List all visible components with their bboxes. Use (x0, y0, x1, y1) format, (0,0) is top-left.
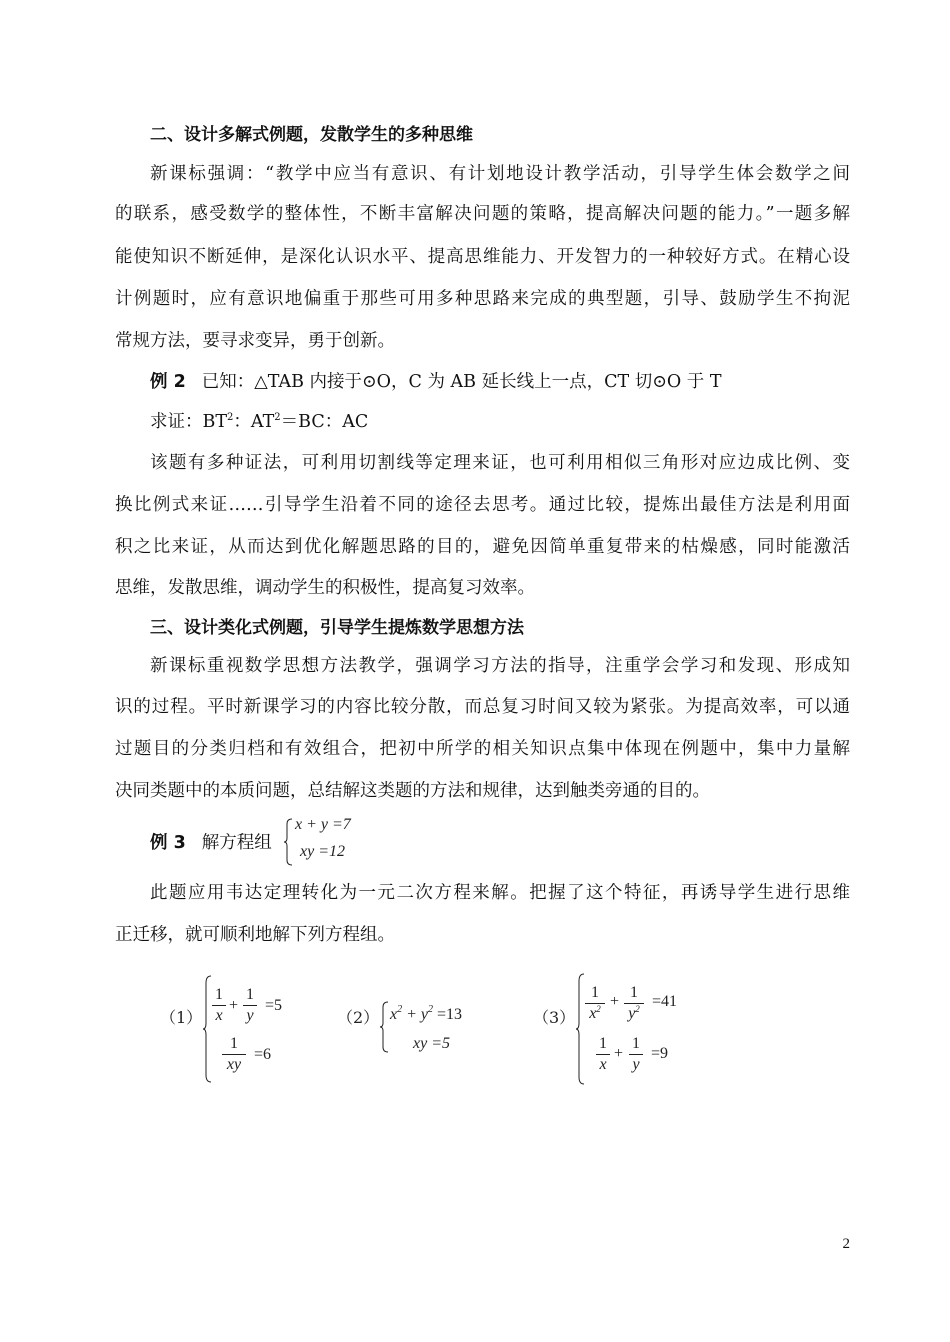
paragraph-line: 常规方法，要寻求变异，勇于创新。 (115, 331, 395, 351)
exponent: 2 (274, 412, 281, 423)
numerator: 1 (629, 1035, 643, 1055)
denominator: x (599, 1056, 607, 1073)
var: x (589, 1005, 597, 1022)
exponent: 2 (397, 1004, 403, 1015)
denominator: x (215, 1007, 223, 1024)
eq-term: x (390, 1006, 398, 1023)
page-number: 2 (842, 1236, 850, 1252)
paragraph-line: 该题有多种证法，可利用切割线等定理来证，也可利用相似三角形对应边成比例、变 (150, 453, 850, 473)
fraction (585, 984, 605, 1023)
paragraph-line: 换比例式来证……引导学生沿着不同的途径去思考。通过比较，提炼出最佳方法是利用面 (115, 495, 850, 515)
paragraph-line: 此题应用韦达定理转化为一元二次方程来解。把握了这个特征，再诱导学生进行思维 (150, 883, 850, 903)
denominator: y (246, 1007, 254, 1024)
eq-term: =13 (433, 1006, 463, 1023)
numerator: 1 (222, 1035, 246, 1055)
fraction (212, 986, 226, 1025)
paragraph-line: 能使知识不断延伸，是深化认识水平、提高思维能力、开发智力的一种较好方式。在精心设 (115, 247, 850, 267)
exponent: 2 (596, 1004, 601, 1014)
paragraph-line: 新课标强调：“教学中应当有意识、有计划地设计教学活动，引导学生体会数学之间 (150, 164, 850, 184)
denominator (624, 1004, 644, 1023)
exponent: 2 (227, 412, 234, 423)
section-heading-2: 二、设计多解式例题，发散学生的多种思维 (150, 125, 473, 145)
system-label: （3） (533, 1008, 576, 1027)
system-brace (380, 1001, 390, 1053)
numerator: 1 (585, 984, 605, 1004)
system-label: （2） (337, 1008, 380, 1027)
plus-sign: + (610, 993, 620, 1010)
paragraph-line: 计例题时，应有意识地偏重于那些可用多种思路来完成的典型题，引导、鼓励学生不拘泥 (115, 289, 850, 309)
rhs: =6 (254, 1046, 272, 1063)
paragraph-line: 新课标重视数学思想方法教学，强调学习方法的指导，注重学会学习和发现、形成知 (150, 656, 850, 676)
prove-text: ＝BC：AC (280, 412, 369, 432)
example-3 (150, 833, 850, 853)
prove-text: 求证：BT (150, 412, 228, 432)
equation: x + y =7 (295, 816, 351, 833)
plus-sign: + (614, 1045, 624, 1062)
denominator: y (632, 1056, 640, 1073)
eq-term: + y (402, 1006, 429, 1023)
equation: xy =12 (300, 843, 345, 860)
rhs: =41 (652, 993, 678, 1010)
exponent: 2 (428, 1004, 434, 1015)
example-given-text: 已知：△TAB 内接于⊙O，C 为 AB 延长线上一点，CT 切⊙O 于 T (201, 372, 722, 392)
paragraph-line: 积之比来证，从而达到优化解题思路的目的，避免因简单重复带来的枯燥感，同时能激活 (115, 537, 850, 557)
fraction (624, 984, 644, 1023)
denominator (585, 1004, 605, 1023)
numerator: 1 (212, 986, 226, 1006)
denominator: xy (226, 1056, 242, 1073)
example-2-prove (150, 412, 850, 432)
equation: xy =5 (413, 1035, 450, 1052)
system-label: （1） (160, 1008, 203, 1027)
numerator: 1 (624, 984, 644, 1004)
exponent: 2 (635, 1004, 640, 1014)
prove-text: ：AT (233, 412, 275, 432)
paragraph-line: 过题目的分类归档和有效组合，把初中所学的相关知识点集中体现在例题中，集中力量解 (115, 739, 850, 759)
paragraph-line: 的联系，感受数学的整体性，不断丰富解决问题的策略，提高解决问题的能力。”一题多解 (115, 204, 850, 224)
rhs: =9 (651, 1045, 669, 1062)
numerator: 1 (243, 986, 257, 1006)
fraction (243, 986, 257, 1025)
numerator: 1 (596, 1035, 610, 1055)
system-brace (284, 818, 294, 866)
var: y (628, 1005, 636, 1022)
fraction (596, 1035, 610, 1074)
paragraph-line: 识的过程。平时新课学习的内容比较分散，而总复习时间又较为紧张。为提高效率，可以通 (115, 697, 850, 717)
plus-sign: + (229, 997, 239, 1014)
equation (390, 1006, 462, 1024)
paragraph-line: 决同类题中的本质问题，总结解这类题的方法和规律，达到触类旁通的目的。 (115, 781, 710, 801)
section-heading-3: 三、设计类化式例题，引导学生提炼数学思想方法 (150, 618, 524, 638)
example-2-given (150, 372, 850, 392)
rhs: =5 (265, 997, 283, 1014)
example-label: 例 2 (150, 372, 186, 392)
paragraph-line: 思维，发散思维，调动学生的积极性，提高复习效率。 (115, 578, 535, 598)
paragraph-line: 正迁移，就可顺利地解下列方程组。 (115, 925, 395, 945)
fraction (222, 1035, 246, 1074)
fraction (629, 1035, 643, 1074)
example-prompt: 解方程组 (201, 833, 272, 853)
example-label: 例 3 (150, 833, 186, 853)
